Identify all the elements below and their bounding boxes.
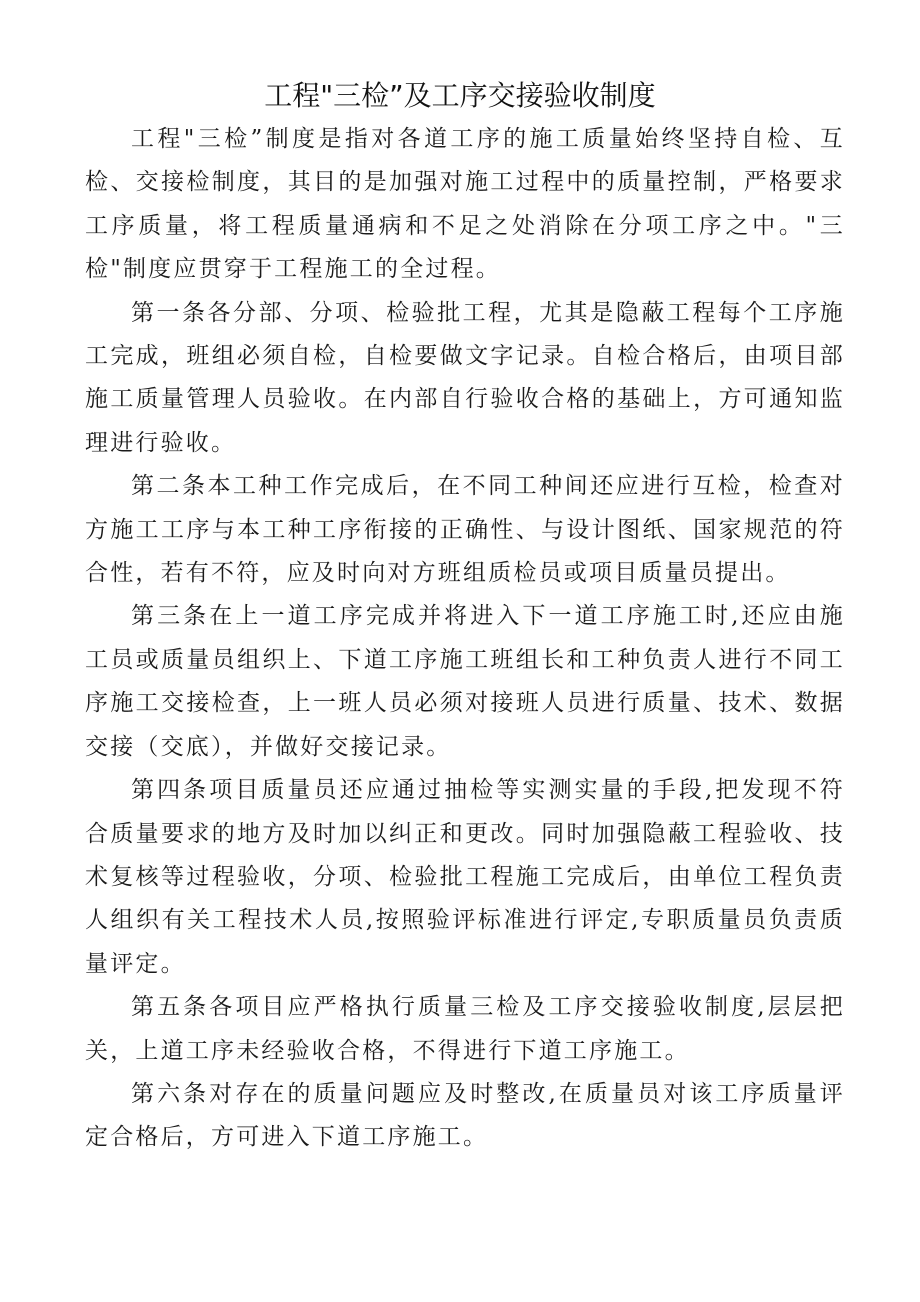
article-5-paragraph: 第五条各项目应严格执行质量三检及工序交接验收制度,层层把关，上道工序未经验收合格，不得进行下道工序施工。 (85, 994, 845, 1064)
article-2-paragraph: 第二条本工种工作完成后，在不同工种间还应进行互检，检查对方施工工序与本工种工序衔接的正确性、与设计图纸、国家规范的符合性，若有不符，应及时向对方班组质检员或项目质量员提出。 (85, 473, 845, 587)
article-4-paragraph: 第四条项目质量员还应通过抽检等实测实量的手段,把发现不符合质量要求的地方及时加以纠正和更改。同时加强隐蔽工程验收、技术复核等过程验收，分项、检验批工程施工完成后，由单位工程负责人组织有关工程技术人员,按照验评标准进行评定,专职质量员负责质量评定。 (85, 777, 845, 977)
document-title: 工程"三检”及工序交接验收制度 (264, 79, 656, 112)
document-body (85, 118, 845, 1160)
article-6-paragraph: 第六条对存在的质量问题应及时整改,在质量员对该工序质量评定合格后，方可进入下道工序施工。 (85, 1080, 845, 1151)
article-1-paragraph: 第一条各分部、分项、检验批工程，尤其是隐蔽工程每个工序施工完成，班组必须自检，自检要做文字记录。自检合格后，由项目部施工质量管理人员验收。在内部自行验收合格的基础上，方可通知监理进行验收。 (85, 299, 845, 456)
intro-paragraph: 工程"三检”制度是指对各道工序的施工质量始终坚持自检、互检、交接检制度，其目的是加强对施工过程中的质量控制，严格要求工序质量，将工程质量通病和不足之处消除在分项工序之中。"三检"制度应贯穿于工程施工的全过程。 (85, 126, 845, 283)
article-3-paragraph: 第三条在上一道工序完成并将进入下一道工序施工时,还应由施工员或质量员组织上、下道工序施工班组长和工种负责人进行不同工序施工交接检查，上一班人员必须对接班人员进行质量、技术、数据交接（交底），并做好交接记录。 (85, 603, 845, 760)
